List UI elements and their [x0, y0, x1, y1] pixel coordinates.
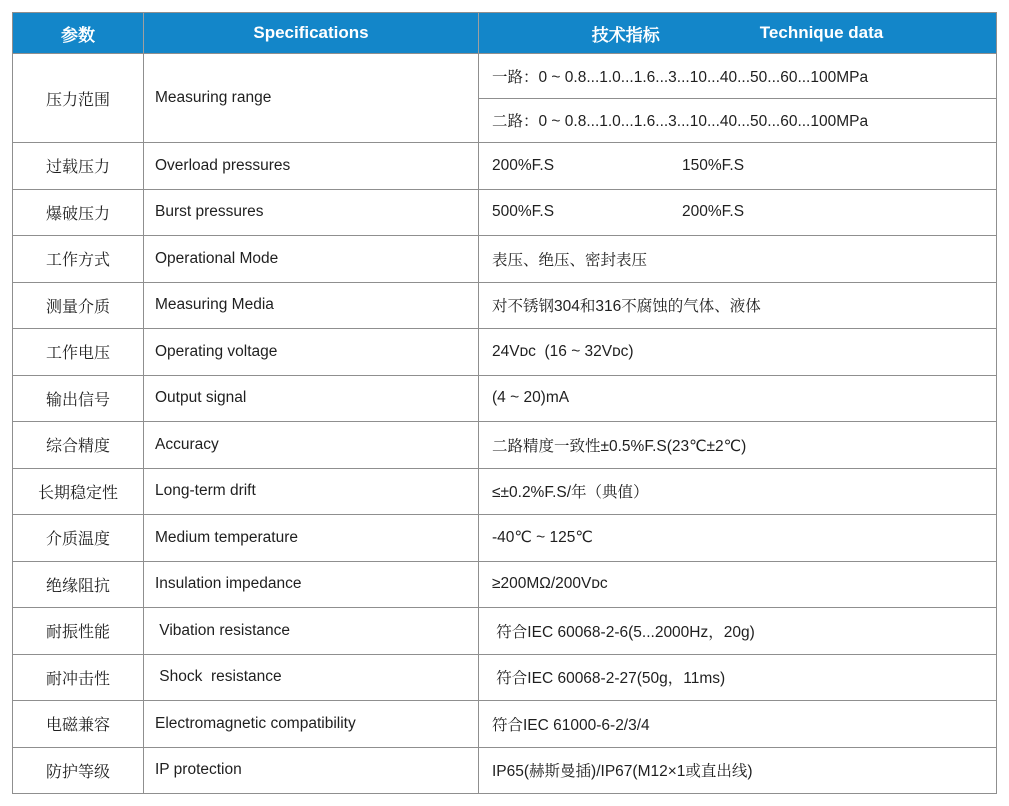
header-technique-en: Technique data [759, 23, 884, 42]
spec-cell: Operational Mode [143, 236, 478, 282]
value-primary: 对不锈钢304和316不腐蚀的气体、液体 [492, 298, 761, 316]
table-row-measuring-range [13, 53, 996, 142]
spec-cell: Vibation resistance [143, 608, 478, 654]
value-cell [478, 283, 996, 329]
value-cell [478, 655, 996, 701]
value-primary: (4 ~ 20)mA [492, 389, 570, 407]
value-cell [478, 376, 996, 422]
table-header-row [13, 13, 996, 53]
table-row-insulation-impedance [13, 561, 996, 608]
value-cell [478, 748, 996, 794]
spec-cell: Output signal [143, 376, 478, 422]
spec-cell: Shock resistance [143, 655, 478, 701]
spec-cell: Medium temperature [143, 515, 478, 561]
spec-cell: Measuring range [143, 54, 478, 142]
table-row-operating-voltage [13, 328, 996, 375]
param-cell: 工作电压 [45, 345, 110, 363]
value-cell [478, 562, 996, 608]
table-row-vibration-resistance [13, 607, 996, 654]
value-cell [478, 143, 996, 189]
param-cell: 耐振性能 [45, 624, 110, 642]
value-primary: 表压、绝压、密封表压 [492, 251, 648, 269]
value-primary: IP65(赫斯曼插)/IP67(M12×1或直出线) [492, 763, 753, 781]
value-cell [478, 515, 996, 561]
header-technique-cn: 技术指标 [591, 25, 660, 45]
spec-cell: Accuracy [143, 422, 478, 468]
header-specifications: Specifications [143, 13, 478, 53]
spec-cell: Burst pressures [143, 190, 478, 236]
header-technique-data [478, 13, 996, 53]
value-primary: 符合IEC 60068-2-6(5...2000Hz，20g) [492, 623, 755, 641]
value-cell [478, 422, 996, 468]
param-cell: 耐冲击性 [45, 670, 110, 688]
param-cell: 电磁兼容 [45, 717, 110, 735]
spec-cell: Electromagnetic compatibility [143, 701, 478, 747]
value-primary: -40℃ ~ 125℃ [492, 529, 593, 547]
table-row-medium-temperature [13, 514, 996, 561]
value-cell [478, 236, 996, 282]
param-cell: 压力范围 [45, 91, 110, 109]
param-cell: 绝缘阻抗 [45, 577, 110, 595]
spec-cell: Overload pressures [143, 143, 478, 189]
spec-cell: Measuring Media [143, 283, 478, 329]
param-cell: 测量介质 [45, 298, 110, 316]
param-cell: 工作方式 [45, 252, 110, 270]
header-param: 参数 [61, 25, 95, 45]
spec-cell: Long-term drift [143, 469, 478, 515]
table-row-accuracy [13, 421, 996, 468]
param-cell: 过载压力 [45, 159, 110, 177]
spec-cell: Operating voltage [143, 329, 478, 375]
table-row-burst [13, 189, 996, 236]
spec-cell: Insulation impedance [143, 562, 478, 608]
table-row-long-term-drift [13, 468, 996, 515]
value-cell [478, 329, 996, 375]
table-row-output-signal [13, 375, 996, 422]
param-cell: 长期稳定性 [37, 484, 118, 502]
table-row-overload [13, 142, 996, 189]
range-line-1: 一路：0 ~ 0.8...1.0...1.6...3...10...40...50...60...100MPa [492, 68, 869, 86]
value-secondary: 200%F.S [682, 203, 745, 221]
value-cell-stack [478, 54, 996, 142]
value-cell [478, 190, 996, 236]
value-primary: ≤±0.2%F.S/年（典值） [492, 484, 649, 502]
value-primary: 500%F.S [492, 203, 555, 221]
specifications-table [12, 12, 997, 794]
param-cell: 防护等级 [45, 763, 110, 781]
table-row-ip-protection [13, 747, 996, 794]
table-row-operational-mode [13, 235, 996, 282]
table-row-shock-resistance [13, 654, 996, 701]
param-cell: 输出信号 [45, 391, 110, 409]
value-cell [478, 608, 996, 654]
value-primary: 符合IEC 60068-2-27(50g，11ms) [492, 670, 726, 688]
value-cell [478, 701, 996, 747]
range-line-2: 二路：0 ~ 0.8...1.0...1.6...3...10...40...50...60...100MPa [479, 98, 996, 143]
spec-cell: IP protection [143, 748, 478, 794]
value-primary: 24Vᴅᴄ (16 ~ 32Vᴅᴄ) [492, 342, 634, 360]
param-cell: 介质温度 [45, 531, 110, 549]
table-row-emc [13, 700, 996, 747]
value-primary: 二路精度一致性±0.5%F.S(23℃±2℃) [492, 437, 747, 455]
value-cell [478, 469, 996, 515]
value-primary: ≥200MΩ/200Vᴅᴄ [492, 575, 608, 593]
param-cell: 爆破压力 [45, 205, 110, 223]
value-primary: 符合IEC 61000-6-2/3/4 [492, 716, 650, 734]
value-primary: 200%F.S [492, 156, 555, 174]
param-cell: 综合精度 [45, 438, 110, 456]
value-secondary: 150%F.S [682, 156, 745, 174]
table-row-measuring-media [13, 282, 996, 329]
